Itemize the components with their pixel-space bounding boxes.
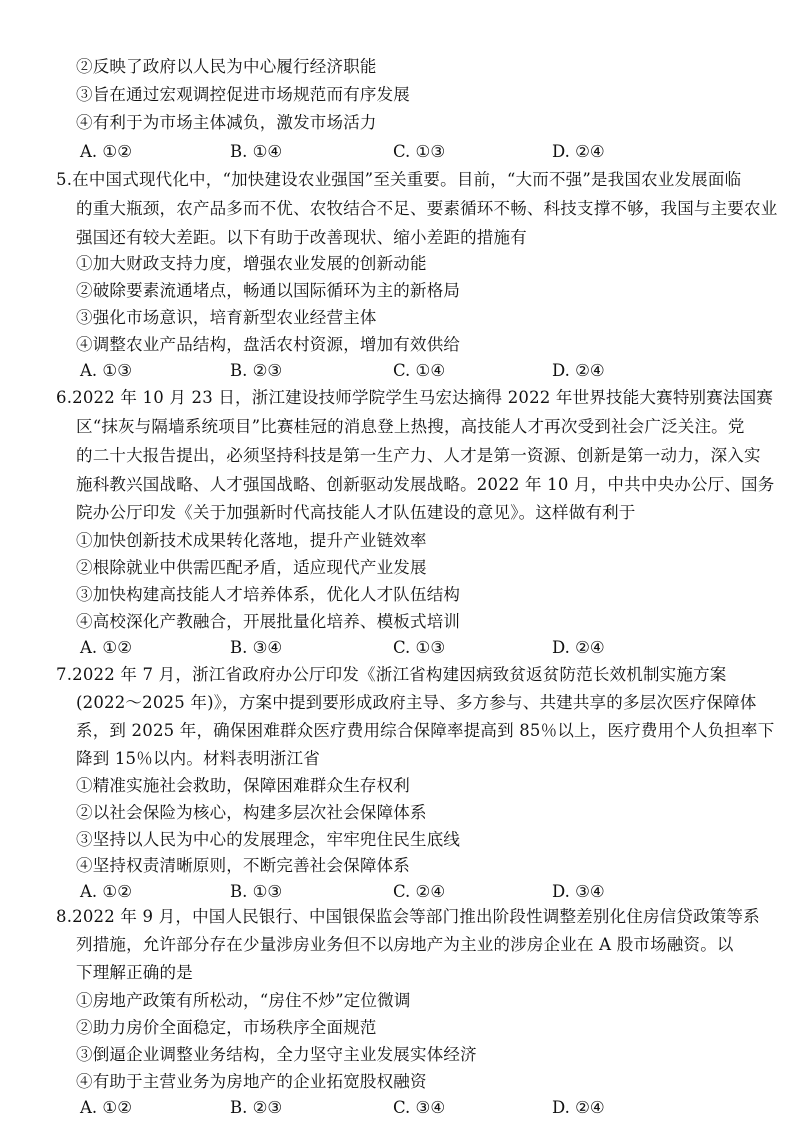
q7-option-d[interactable]: D. ③④	[552, 882, 605, 901]
q5-option-b[interactable]: B. ②③	[230, 361, 283, 380]
q5-stem-line-3: 强国还有较大差距。以下有助于改善现状、缩小差距的措施有	[76, 228, 527, 247]
q8-option-b[interactable]: B. ②③	[230, 1098, 283, 1117]
q7-stem-line-4: 降到 15％以内。材料表明浙江省	[76, 749, 320, 768]
q4-option-b[interactable]: B. ①④	[230, 142, 283, 161]
q7-item-3: ③坚持以人民为中心的发展理念，牢牢兜住民生底线	[76, 830, 461, 849]
q4-item-3: ③旨在通过宏观调控促进市场规范而有序发展	[76, 85, 410, 104]
q7-stem-line-2: (2022～2025 年)》，方案中提到要形成政府主导、多方参与、共建共享的多层次医疗保障体	[76, 693, 757, 712]
q5-option-d[interactable]: D. ②④	[552, 361, 605, 380]
q6-item-4: ④高校深化产教融合，开展批量化培养、模板式培训	[76, 612, 461, 631]
q8-item-4: ④有助于主营业务为房地产的企业拓宽股权融资	[76, 1072, 427, 1091]
q5-stem-line-2: 的重大瓶颈，农产品多而不优、农牧结合不足、要素循环不畅、科技支撑不够，我国与主要农业	[76, 199, 778, 218]
q5-stem-line-1: 5.在中国式现代化中，“加快建设农业强国”至关重要。目前，“大而不强”是我国农业发展面临	[56, 170, 742, 189]
q7-stem-line-3: 系，到 2025 年，确保困难群众医疗费用综合保障率提高到 85％以上，医疗费用个人负担率下	[76, 721, 775, 740]
q6-item-2: ②根除就业中供需匹配矛盾，适应现代产业发展	[76, 558, 427, 577]
q7-option-a[interactable]: A. ①②	[80, 882, 132, 901]
q8-option-a[interactable]: A. ①②	[80, 1098, 132, 1117]
q8-item-3: ③倒逼企业调整业务结构，全力坚守主业发展实体经济	[76, 1045, 477, 1064]
q4-item-2: ②反映了政府以人民为中心履行经济职能	[76, 57, 377, 76]
q8-stem-line-3: 下理解正确的是	[76, 963, 193, 982]
q6-stem-line-1: 6.2022 年 10 月 23 日，浙江建设技师学院学生马宏达摘得 2022 年世界技能大赛特别赛法国赛	[56, 388, 774, 407]
q4-item-4: ④有利于为市场主体减负，激发市场活力	[76, 113, 377, 132]
q7-stem-line-1: 7.2022 年 7 月，浙江省政府办公厅印发《浙江省构建因病致贫返贫防范长效机制实施方案	[56, 665, 727, 684]
q8-option-c[interactable]: C. ③④	[393, 1098, 446, 1117]
q5-option-a[interactable]: A. ①③	[80, 361, 132, 380]
q5-item-2: ②破除要素流通堵点，畅通以国际循环为主的新格局	[76, 281, 461, 300]
q8-option-d[interactable]: D. ②④	[552, 1098, 605, 1117]
q6-option-d[interactable]: D. ②④	[552, 638, 605, 657]
q7-option-b[interactable]: B. ①③	[230, 882, 283, 901]
q8-stem-line-1: 8.2022 年 9 月，中国人民银行、中国银保监会等部门推出阶段性调整差别化住房信贷政策等系	[56, 907, 760, 926]
q8-stem-line-2: 列措施，允许部分存在少量涉房业务但不以房地产为主业的涉房企业在 A 股市场融资。以	[76, 935, 734, 954]
q7-item-1: ①精准实施社会救助，保障困难群众生存权利	[76, 776, 410, 795]
q7-item-4: ④坚持权责清晰原则，不断完善社会保障体系	[76, 856, 410, 875]
q5-item-1: ①加大财政支持力度，增强农业发展的创新动能	[76, 254, 427, 273]
q6-stem-line-4: 施科教兴国战略、人才强国战略、创新驱动发展战略。2022 年 10 月，中共中央办公厅、国务	[76, 475, 775, 494]
q5-item-3: ③强化市场意识，培育新型农业经营主体	[76, 308, 377, 327]
q6-stem-line-2: 区“抹灰与隔墙系统项目”比赛桂冠的消息登上热搜，高技能人才再次受到社会广泛关注。党	[76, 417, 745, 436]
q6-option-c[interactable]: C. ①③	[393, 638, 446, 657]
q6-stem-line-5: 院办公厅印发《关于加强新时代高技能人才队伍建设的意见》。这样做有利于	[76, 503, 636, 522]
q8-item-1: ①房地产政策有所松动，“房住不炒”定位微调	[76, 991, 411, 1010]
q4-option-d[interactable]: D. ②④	[552, 142, 605, 161]
q6-option-a[interactable]: A. ①②	[80, 638, 132, 657]
q6-item-1: ①加快创新技术成果转化落地，提升产业链效率	[76, 531, 427, 550]
q6-option-b[interactable]: B. ③④	[230, 638, 283, 657]
q7-option-c[interactable]: C. ②④	[393, 882, 446, 901]
q4-option-c[interactable]: C. ①③	[393, 142, 446, 161]
q8-item-2: ②助力房价全面稳定，市场秩序全面规范	[76, 1018, 377, 1037]
q5-option-c[interactable]: C. ①④	[393, 361, 446, 380]
q6-stem-line-3: 的二十大报告提出，必须坚持科技是第一生产力、人才是第一资源、创新是第一动力，深入实	[76, 446, 761, 465]
q7-item-2: ②以社会保险为核心，构建多层次社会保障体系	[76, 803, 427, 822]
q4-option-a[interactable]: A. ①②	[80, 142, 132, 161]
q5-item-4: ④调整农业产品结构，盘活农村资源，增加有效供给	[76, 335, 461, 354]
q6-item-3: ③加快构建高技能人才培养体系，优化人才队伍结构	[76, 585, 461, 604]
